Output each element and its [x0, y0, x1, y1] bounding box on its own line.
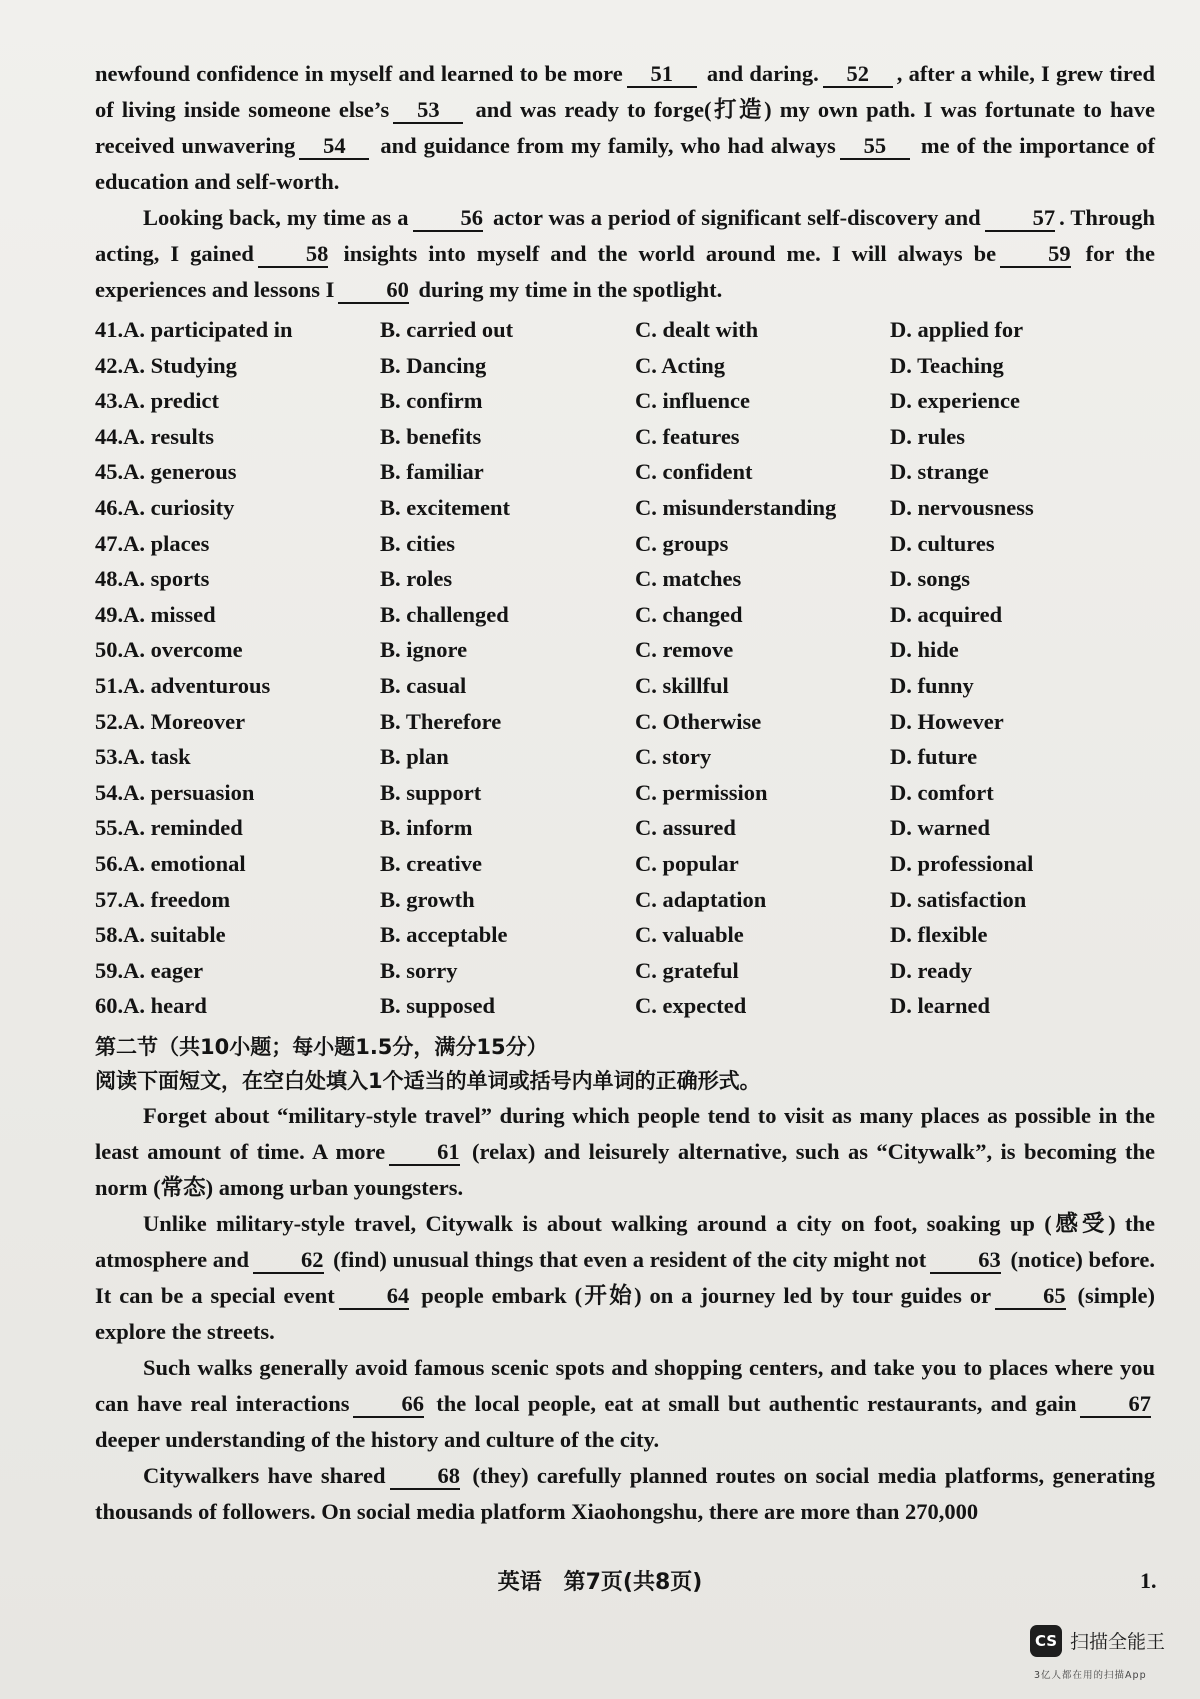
text: actor was a period of significant self-discovery and [493, 205, 981, 230]
option-a [95, 775, 380, 811]
text: (they) carefully planned routes on social media platforms, generating thousands of followers. On social media platform Xiaohongshu, there are more than 270,000 [95, 1462, 1155, 1524]
option-a [95, 632, 380, 668]
option-row [95, 348, 1155, 384]
option-b: B. Dancing [380, 352, 487, 378]
option-c: C. confident [635, 459, 753, 485]
text: (relax) and leisurely alternative, such as “Citywalk”, is becoming the norm (常态) among urban youngsters. [95, 1138, 1155, 1200]
question-number: 47. [95, 530, 124, 556]
option-text: A. persuasion [123, 779, 255, 805]
option-text: A. places [123, 530, 210, 556]
text: (find) unusual things that even a resident of the city might not [333, 1246, 927, 1272]
option-a [95, 348, 380, 384]
option-c: C. Acting [635, 352, 725, 378]
text: insights into myself and the world around me. I will always be [343, 241, 997, 266]
option-d: D. hide [890, 637, 959, 663]
option-a [95, 882, 380, 918]
option-c: C. story [635, 744, 712, 770]
text: Such walks generally avoid famous scenic spots and shopping centers, and take you to places where you can have real interactions [95, 1354, 1155, 1416]
option-text: A. generous [123, 459, 237, 485]
grammar-paragraph-2 [95, 1206, 1155, 1350]
option-text: A. curiosity [123, 494, 235, 520]
option-b: B. plan [380, 744, 449, 770]
blank-56: 56 [413, 206, 484, 232]
option-b: B. benefits [380, 423, 482, 449]
option-c: C. adaptation [635, 886, 767, 912]
option-text: A. eager [123, 957, 204, 983]
question-number: 42. [95, 352, 124, 378]
text: the local people, eat at small but authentic restaurants, and gain [436, 1390, 1077, 1416]
option-c: C. changed [635, 601, 743, 627]
text: during my time in the spotlight. [418, 277, 723, 302]
option-a [95, 597, 380, 633]
option-row [95, 597, 1155, 633]
question-number: 60. [95, 993, 124, 1019]
grammar-paragraph-1 [95, 1098, 1155, 1206]
option-a [95, 917, 380, 953]
blank-52: 52 [823, 62, 893, 88]
option-row [95, 810, 1155, 846]
option-a [95, 419, 380, 455]
option-a [95, 312, 380, 348]
question-number: 55. [95, 815, 124, 841]
option-b: B. roles [380, 566, 453, 592]
option-a [95, 846, 380, 882]
passage-paragraph-2 [95, 200, 1155, 308]
text: . Through acting, I gained [95, 205, 1155, 266]
option-row [95, 988, 1155, 1024]
option-text: A. suitable [123, 922, 226, 948]
option-row [95, 917, 1155, 953]
option-text: A. heard [123, 993, 207, 1019]
option-row [95, 561, 1155, 597]
option-b: B. casual [380, 672, 467, 698]
option-a [95, 810, 380, 846]
option-text: A. Moreover [123, 708, 246, 734]
blank-54: 54 [299, 134, 369, 160]
option-c: C. features [635, 423, 740, 449]
option-c: C. misunderstanding [635, 494, 837, 520]
option-d: D. nervousness [890, 494, 1034, 520]
option-row [95, 668, 1155, 704]
option-b: B. cities [380, 530, 455, 556]
option-d: D. satisfaction [890, 886, 1027, 912]
option-row [95, 312, 1155, 348]
option-d: D. funny [890, 672, 974, 698]
option-text: A. predict [123, 388, 219, 414]
text: (notice) before. It can be a special event [95, 1246, 1155, 1308]
option-d: D. However [890, 708, 1004, 734]
option-d: D. experience [890, 388, 1020, 414]
option-d: D. comfort [890, 779, 994, 805]
option-b: B. creative [380, 850, 483, 876]
scanner-tagline: 3亿人都在用的扫描App [1034, 1670, 1147, 1681]
option-text: A. Studying [123, 352, 237, 378]
blank-53: 53 [393, 98, 463, 124]
blank-64: 64 [339, 1284, 410, 1310]
option-c: C. assured [635, 815, 736, 841]
question-number: 43. [95, 388, 124, 414]
question-number: 53. [95, 744, 124, 770]
page-content [95, 56, 1155, 1530]
option-text: A. sports [123, 566, 210, 592]
option-row [95, 775, 1155, 811]
text: Unlike military-style travel, Citywalk is about walking around a city on foot, soaking up (感受) the atmosphere and [95, 1210, 1155, 1272]
passage-paragraph-1 [95, 56, 1155, 200]
option-a [95, 704, 380, 740]
option-text: A. emotional [123, 850, 246, 876]
option-c: C. Otherwise [635, 708, 762, 734]
section-instruction: 阅读下面短文，在空白处填入1个适当的单词或括号内单词的正确形式。 [95, 1068, 761, 1093]
question-number: 58. [95, 922, 124, 948]
option-row [95, 419, 1155, 455]
option-d: D. learned [890, 993, 990, 1019]
text: me of the importance of education and self-worth. [95, 133, 1155, 194]
blank-66: 66 [353, 1392, 424, 1418]
scanner-app-name: 扫描全能王 [1070, 1631, 1166, 1653]
option-c: C. matches [635, 566, 742, 592]
option-text: A. missed [123, 601, 216, 627]
option-d: D. professional [890, 850, 1034, 876]
option-c: C. influence [635, 388, 750, 414]
text: Looking back, my time as a [143, 205, 409, 230]
option-row [95, 454, 1155, 490]
option-a [95, 561, 380, 597]
option-b: B. support [380, 779, 482, 805]
scanner-watermark [1030, 1625, 1180, 1687]
option-text: A. reminded [123, 815, 243, 841]
option-c: C. popular [635, 850, 739, 876]
option-row [95, 846, 1155, 882]
option-d: D. future [890, 744, 978, 770]
question-number: 59. [95, 957, 124, 983]
option-b: B. Therefore [380, 708, 502, 734]
option-b: B. sorry [380, 957, 458, 983]
option-row [95, 882, 1155, 918]
question-number: 46. [95, 494, 124, 520]
option-d: D. rules [890, 423, 965, 449]
text: people embark (开始) on a journey led by tour guides or [421, 1282, 992, 1308]
option-a [95, 490, 380, 526]
camscanner-logo-icon: CS [1030, 1625, 1062, 1657]
option-text: A. participated in [123, 317, 293, 342]
option-row [95, 739, 1155, 775]
option-row [95, 526, 1155, 562]
option-row [95, 383, 1155, 419]
question-number: 51. [95, 672, 124, 698]
option-c: C. valuable [635, 922, 744, 948]
corner-mark: 1. [1140, 1568, 1157, 1593]
text: , after a while, I grew tired of living inside someone else’s [95, 61, 1156, 122]
blank-51: 51 [627, 62, 697, 88]
option-a [95, 454, 380, 490]
text: and guidance from my family, who had always [380, 133, 836, 158]
option-b: B. supposed [380, 993, 496, 1019]
question-number: 50. [95, 637, 124, 663]
blank-57: 57 [985, 206, 1056, 232]
option-a [95, 526, 380, 562]
blank-62: 62 [253, 1248, 324, 1274]
option-d: D. ready [890, 957, 973, 983]
option-c: C. dealt with [635, 317, 759, 342]
option-text: A. adventurous [123, 672, 271, 698]
question-number: 45. [95, 459, 124, 485]
option-a [95, 383, 380, 419]
blank-61: 61 [389, 1140, 460, 1166]
question-number: 44. [95, 423, 124, 449]
option-c: C. permission [635, 779, 768, 805]
section-title: 第二节（共10小题；每小题1.5分，满分15分） [95, 1034, 548, 1059]
option-text: A. results [123, 423, 214, 449]
option-b: B. carried out [380, 317, 514, 342]
text: for the experiences and lessons I [95, 241, 1155, 302]
blank-58: 58 [258, 242, 329, 268]
text: deeper understanding of the history and culture of the city. [95, 1426, 660, 1452]
option-d: D. strange [890, 459, 989, 485]
option-b: B. excitement [380, 494, 510, 520]
option-a [95, 668, 380, 704]
blank-60: 60 [338, 278, 409, 304]
text: and was ready to forge(打造) my own path. I was fortunate to have received unwavering [95, 97, 1156, 158]
text: and daring. [706, 61, 819, 86]
text: Forget about “military-style travel” during which people tend to visit as many places as possible in the least amount of time. A more [95, 1102, 1155, 1164]
option-d: D. Teaching [890, 352, 1004, 378]
option-d: D. warned [890, 815, 990, 841]
option-d: D. applied for [890, 317, 1024, 342]
blank-63: 63 [930, 1248, 1001, 1274]
option-row [95, 490, 1155, 526]
option-text: A. task [123, 744, 191, 770]
option-b: B. familiar [380, 459, 484, 485]
question-number: 57. [95, 886, 124, 912]
blank-68: 68 [390, 1464, 461, 1490]
option-d: D. flexible [890, 922, 988, 948]
question-number: 41. [95, 317, 124, 342]
option-a [95, 739, 380, 775]
page-footer: 英语 第7页(共8页) [497, 1570, 703, 1595]
option-b: B. acceptable [380, 922, 508, 948]
text: newfound confidence in myself and learned to be more [95, 61, 623, 86]
option-c: C. groups [635, 530, 729, 556]
question-number: 52. [95, 708, 124, 734]
option-a [95, 953, 380, 989]
option-row [95, 632, 1155, 668]
option-b: B. inform [380, 815, 473, 841]
option-row [95, 704, 1155, 740]
option-b: B. ignore [380, 637, 468, 663]
option-d: D. cultures [890, 530, 995, 556]
option-text: A. freedom [123, 886, 231, 912]
blank-67: 67 [1080, 1392, 1151, 1418]
answer-options [95, 312, 1155, 1024]
option-c: C. expected [635, 993, 747, 1019]
option-c: C. skillful [635, 672, 729, 698]
option-d: D. acquired [890, 601, 1003, 627]
blank-65: 65 [995, 1284, 1066, 1310]
option-text: A. overcome [123, 637, 243, 663]
option-b: B. confirm [380, 388, 483, 414]
question-number: 56. [95, 850, 124, 876]
grammar-paragraph-3 [95, 1350, 1155, 1458]
text: Citywalkers have shared [143, 1462, 386, 1488]
question-number: 48. [95, 566, 124, 592]
option-b: B. growth [380, 886, 475, 912]
option-d: D. songs [890, 566, 971, 592]
option-row [95, 953, 1155, 989]
blank-59: 59 [1000, 242, 1071, 268]
question-number: 54. [95, 779, 124, 805]
option-c: C. grateful [635, 957, 739, 983]
option-b: B. challenged [380, 601, 509, 627]
question-number: 49. [95, 601, 124, 627]
grammar-paragraph-4 [95, 1458, 1155, 1530]
blank-55: 55 [840, 134, 910, 160]
option-a [95, 988, 380, 1024]
option-c: C. remove [635, 637, 734, 663]
text: (simple) explore the streets. [95, 1282, 1156, 1344]
